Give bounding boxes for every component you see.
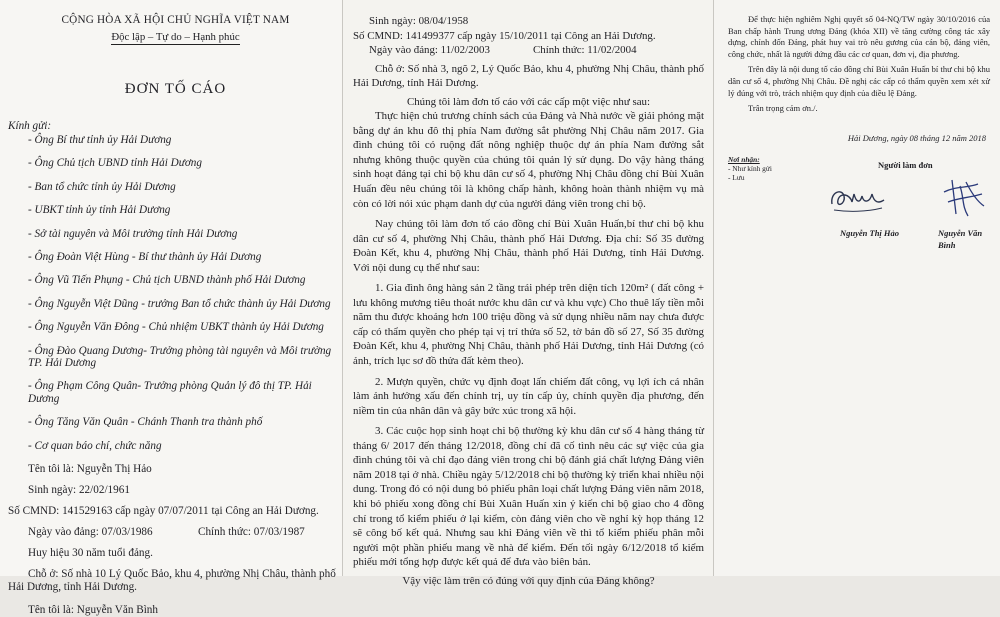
page-3 xyxy=(714,0,1000,576)
request-paragraph: Trên đây là nội dung tố cáo đồng chí Bùi Xuân Huấn bí thư chi bộ khu dân cư số 4, phường Nhị Châu. Đề nghị các cấp có thẩm quyền xem xét xử lý đúng với trò, trách nhiệm quy định của điều lệ Đảng. xyxy=(728,64,990,98)
recipient-item: - Sở tài nguyên và Môi trường tỉnh Hải Dương xyxy=(28,227,238,240)
recipient-item: - Ông Tăng Văn Quân - Chánh Thanh tra thành phố xyxy=(28,416,263,429)
party-official-date: Chính thức: 07/03/1987 xyxy=(198,526,305,539)
national-motto: Độc lập – Tự do – Hạnh phúc xyxy=(111,31,240,43)
second-complainant-name: Tên tôi là: Nguyễn Văn Bình xyxy=(28,604,158,617)
allegation-1: 1. Gia đình ông hàng sản 2 tầng trái phép trên diện tích 120m² ( đất công + lưu không mương tiêu thoát nước khu dân cư và khu vực) Cho thuê lấy tiền mỗi năm thu được khoảng hơn 100 triệu đồng và sử dụng nhiều năm nay chưa được cấp có thẩm quyền cho phép tại vị trí thửa số 52, tờ bản đồ số 27, Số 35 đường Đoàn Kết, khu 4, phường Nhị Châu, thành phố Hải Dương, tỉnh Hải Dương (có ảnh, trích lục sơ đồ thửa đất kèm theo). xyxy=(353,282,704,368)
signature-block xyxy=(728,144,990,264)
recipient-item: - Ông Chủ tịch UBND tỉnh Hải Dương xyxy=(28,157,202,170)
kinh-gui-label: Kính gửi: xyxy=(8,120,52,132)
closing-question: Vậy việc làm trên có đúng với quy định của Đảng không? xyxy=(402,574,655,587)
recipients-heading: Nơi nhận: xyxy=(728,155,760,165)
recipient-item: - Ban tổ chức tỉnh ủy Hải Dương xyxy=(28,180,176,193)
page-2 xyxy=(343,0,714,587)
thanks-line: Trân trọng cảm ơn./. xyxy=(748,103,818,114)
recipient-item: - Ông Đào Quang Dương- Trưởng phòng tài nguyên và Môi trường TP. Hải Dương xyxy=(28,344,332,370)
signer-name-1: Nguyễn Thị Hảo xyxy=(840,228,900,239)
paragraph-accused: Nay chúng tôi làm đơn tố cáo đồng chí Bùi Xuân Huấn,bí thư chi bộ khu dân cư số 4, phường Nhị Châu, thành phố Hải Dương. Địa chỉ: Số 35 đường Đoàn Kết, khu 4, phường Nhị Châu, thành phố Hải Dương, tỉnh Hải Dương. Với nội dung cụ thể như sau: xyxy=(353,218,704,274)
page-1 xyxy=(0,0,343,617)
recipients-note xyxy=(728,156,772,182)
second-party-dates xyxy=(353,43,704,58)
party-join-date: Ngày vào đảng: 11/02/2003 xyxy=(369,44,490,57)
second-cmnd: Số CMND: 141499377 cấp ngày 15/10/2011 tại Công an Hải Dương. xyxy=(353,29,656,42)
recipients-note-item: - Như kính gửi xyxy=(728,163,772,173)
resolution-paragraph: Để thực hiện nghiêm Nghị quyết số 04-NQ/TW ngày 30/10/2016 của Ban chấp hành Trung ương Đảng (khóa XII) về tăng cường công tác xây dựng, chỉnh đốn Đảng, phát huy vai trò nêu gương của cán bộ, đảng viên, công chức, nhất là người đứng đầu các cơ quan, đơn vị, địa phương. xyxy=(728,14,990,59)
paragraph-background: Thực hiện chủ trương chính sách của Đảng và Nhà nước về giải phóng mặt bằng dự án khu đô thị phía Nam đường sắt phường Nhị Châu năm 2017. Gia đình chúng tôi có ruộng đất nông nghiệp thuộc dự án phía Nam đường sắt nhưng không thuộc quyền của chúng tôi quản lý sử dụng. Do vậy hàng tháng sinh hoạt đảng tại chi bộ khu dân cư số 4, phường Nhị Châu đồng chí Bùi Xuân Huấn đều nêu chúng tôi là không chấp hành, không hoàn thành nhiệm vụ mà còn có lời nói xúc phạm danh dự của người đảng viên trong chi bộ. xyxy=(353,110,704,210)
complainant-info xyxy=(8,463,343,617)
allegation-3: 3. Các cuộc họp sinh hoạt chi bộ thường kỳ khu dân cư số 4 hàng tháng từ tháng 6/ 2017 đến tháng 12/2018, đồng chí đã cố tình nêu các sự việc của gia đình chúng tôi và chỉ đạo đảng viên trong chi bộ đánh giá chất lượng Đảng viên năm 2018 tại ở nhà. Chiều ngày 5/12/2018 chi bộ thường kỳ triển khai nhiều nội dung. Trong đó có nội dung bỏ phiếu phân loại chất lượng Đảng viên năm 2018, khi bỏ phiếu xong đồng chí Bùi Xuân Huấn xin ý kiến chi bộ giao cho 4 đồng chí trong tổ kiểm phiếu ở lại kiểm, còn đảng viên cho về nghỉ kỳ họp tháng 12 sẽ công bố kết quả. Nhưng sau khi Đảng viên về thì tổ kiểm phiếu phân mỗi người một phần phiếu mang về nhà để kiểm. Đến tối ngày 6/12/2018 tổ kiểm phiếu mới tổng hợp được kết quả để đưa vào biên bản. xyxy=(353,425,704,569)
recipient-item: - Ông Phạm Công Quân- Trưởng phòng Quản lý đô thị TP. Hải Dương xyxy=(28,380,312,405)
recipients-note-item: - Lưu xyxy=(728,172,745,182)
signer-name-2: Nguyễn Văn Bình xyxy=(938,228,983,250)
second-address: Chỗ ở: Số nhà 3, ngõ 2, Lý Quốc Bảo, khu 4, phường Nhị Châu, thành phố Hải Dương, tỉnh Hải Dương. xyxy=(353,62,704,90)
national-title: CỘNG HÒA XÃ HỘI CHỦ NGHĨA VIỆT NAM xyxy=(61,14,290,26)
signature-2-icon xyxy=(938,176,988,222)
party-official-date: Chính thức: 11/02/2004 xyxy=(533,44,637,57)
recipient-item: - Ông Nguyễn Việt Dũng - trưởng Ban tổ chức thành ủy Hải Dương xyxy=(28,297,331,310)
signer-title: Người làm đơn xyxy=(878,160,933,171)
recipient-item: - Cơ quan báo chí, chức năng xyxy=(28,439,162,452)
recipient-item: - Ông Đoàn Việt Hùng - Bí thư thành ủy Hải Dương xyxy=(28,250,262,263)
signature-1-icon xyxy=(828,182,888,218)
party-badge: Huy hiệu 30 năm tuổi đảng. xyxy=(28,547,153,560)
allegation-2: 2. Mượn quyền, chức vụ định đoạt lấn chiếm đất công, vụ lợi ích cá nhân làm ảnh hưởng xấu đến chính trị, uy tín cấp ủy, chính quyền địa phương, đến niềm tin của nhân dân và gây bức xúc trong xã hội. xyxy=(353,375,704,417)
complainant-name: Tên tôi là: Nguyễn Thị Hảo xyxy=(28,463,152,476)
recipient-item: - UBKT tỉnh ủy tỉnh Hải Dương xyxy=(28,204,171,217)
complainant-dob: Sinh ngày: 22/02/1961 xyxy=(28,484,130,497)
complainant-address: Chỗ ở: Số nhà 10 Lý Quốc Bảo, khu 4, phường Nhị Châu, thành phố Hải Dương, tỉnh Hải Dương. xyxy=(8,568,336,594)
intro-line: Chúng tôi làm đơn tố cáo với các cấp một việc như sau: xyxy=(406,95,651,108)
complainant-party-dates xyxy=(28,526,343,539)
recipient-item: - Ông Bí thư tỉnh ủy Hải Dương xyxy=(28,134,172,146)
place-date: Hải Dương, ngày 08 tháng 12 năm 2018 xyxy=(847,132,986,143)
party-join-date: Ngày vào đảng: 07/03/1986 xyxy=(28,526,153,539)
recipient-list xyxy=(8,134,343,452)
recipient-item: - Ông Nguyễn Văn Đông - Chủ nhiệm UBKT thành ủy Hải Dương xyxy=(28,321,324,334)
document-title: ĐƠN TỐ CÁO xyxy=(124,81,227,97)
complainant-cmnd: Số CMND: 141529163 cấp ngày 07/07/2011 tại Công an Hải Dương. xyxy=(8,505,319,518)
second-dob: Sinh ngày: 08/04/1958 xyxy=(369,15,469,27)
recipient-item: - Ông Vũ Tiến Phụng - Chủ tịch UBND thành phố Hải Dương xyxy=(28,274,306,287)
